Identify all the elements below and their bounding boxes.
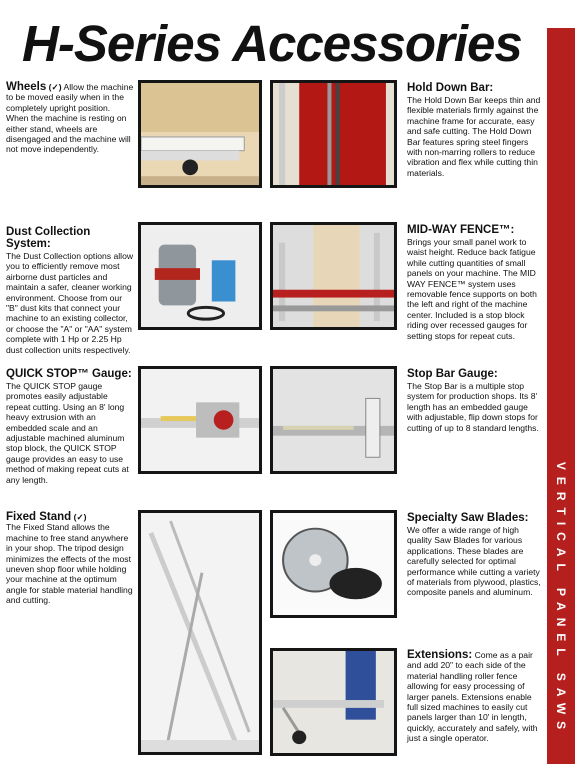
blades-text: We offer a wide range of high quality Saw Blades for various applications. These blades are carefully selected for optimal performance while cutting a variety of materials from plywood, plastics, composite panels and aluminum. — [407, 525, 541, 598]
fixedstand-text: The Fixed Stand allows the machine to free stand anywhere in your shop. The tripod design minimizes the effects of the most uneven shop floor while holding your machine at the optimum angle for stable material handling and cutting. — [6, 522, 133, 606]
wheels-text: Allow the machine to be moved easily when in the completely upright position. When the machine is resting on either stand, wheels are disengaged and the machine will not move independently. — [6, 82, 134, 155]
dust-section — [6, 226, 134, 355]
quickstop-text: The QUICK STOP gauge promotes easily adjustable repeat cutting. Using an 8' long heavy extrusion with an embedded scale and an adjustable machined aluminum stop block, the QUICK STOP gauge provides an easy to use method of making repeat cuts at any length. — [6, 381, 129, 485]
fixedstand-check: (✓) — [73, 512, 87, 522]
wheels-title: Wheels — [6, 81, 47, 93]
extensions-photo — [270, 648, 397, 756]
stopbar-section — [407, 368, 541, 433]
quickstop-photo — [138, 366, 262, 474]
midway-text: Brings your small panel work to waist height. Reduce back fatigue while cutting quantities of small panels on your machine. The MID WAY FENCE™ system uses removable fence supports on both the left and right of the machine center. Included is a stop block riding over recessed gauges for setting stops for repeat cuts. — [407, 237, 537, 341]
extensions-title: Extensions: — [407, 649, 473, 661]
blades-title: Specialty Saw Blades: — [407, 512, 529, 524]
quickstop-title: QUICK STOP™ Gauge: — [6, 368, 132, 380]
midway-section — [407, 224, 541, 341]
wheels-photo — [138, 80, 262, 188]
holddown-title: Hold Down Bar: — [407, 82, 494, 94]
wheels-section — [6, 82, 134, 155]
dust-photo — [138, 222, 262, 330]
holddown-photo — [270, 80, 397, 188]
sidebar-label — [547, 434, 575, 764]
stopbar-title: Stop Bar Gauge: — [407, 368, 498, 380]
page-title: H-Series Accessories — [22, 15, 522, 72]
stopbar-photo — [270, 366, 397, 474]
dust-title: Dust Collection System: — [6, 226, 91, 250]
sidebar-label-text: VERTICAL PANEL SAWS — [554, 461, 569, 737]
dust-text: The Dust Collection options allow you to efficiently remove most airborne dust particles and maintain a safer, cleaner working environment. Choose from our "B" dust kits that connect your machine to an existing collector, or choose the "A" or "AA" system complete with 1 Hp or 2.25 Hp dust collection units respectively. — [6, 251, 134, 355]
fixedstand-section — [6, 512, 134, 606]
blades-section — [407, 512, 541, 598]
extensions-text: Come as a pair and add 20" to each side of the material handling roller fence allowing for easy processing of larger panels. Extensions enable full sized machines to easily cut panels larger than 10' in length, quickly, accurately and safely, with just a single operator. — [407, 650, 538, 744]
midway-title: MID-WAY FENCE™: — [407, 224, 515, 236]
holddown-text: The Hold Down Bar keeps thin and flexible materials firmly against the machine frame for accurate, easy and safe cutting. The Hold Down Bar features spring steel fingers with non-marring rollers to reduce vibration and flex while cutting thin materials. — [407, 95, 541, 178]
blades-photo — [270, 510, 397, 618]
extensions-section — [407, 650, 541, 744]
quickstop-section — [6, 368, 134, 485]
fixedstand-photo — [138, 510, 262, 755]
midway-photo — [270, 222, 397, 330]
stopbar-text: The Stop Bar is a multiple stop system for production shops. Its 8' length has an embedded gauge with adjustable, flip down stops for cutting of up to 8 standard lengths. — [407, 381, 539, 433]
fixedstand-title: Fixed Stand — [6, 511, 72, 523]
holddown-section — [407, 82, 541, 178]
wheels-check: (✓) — [48, 82, 62, 92]
